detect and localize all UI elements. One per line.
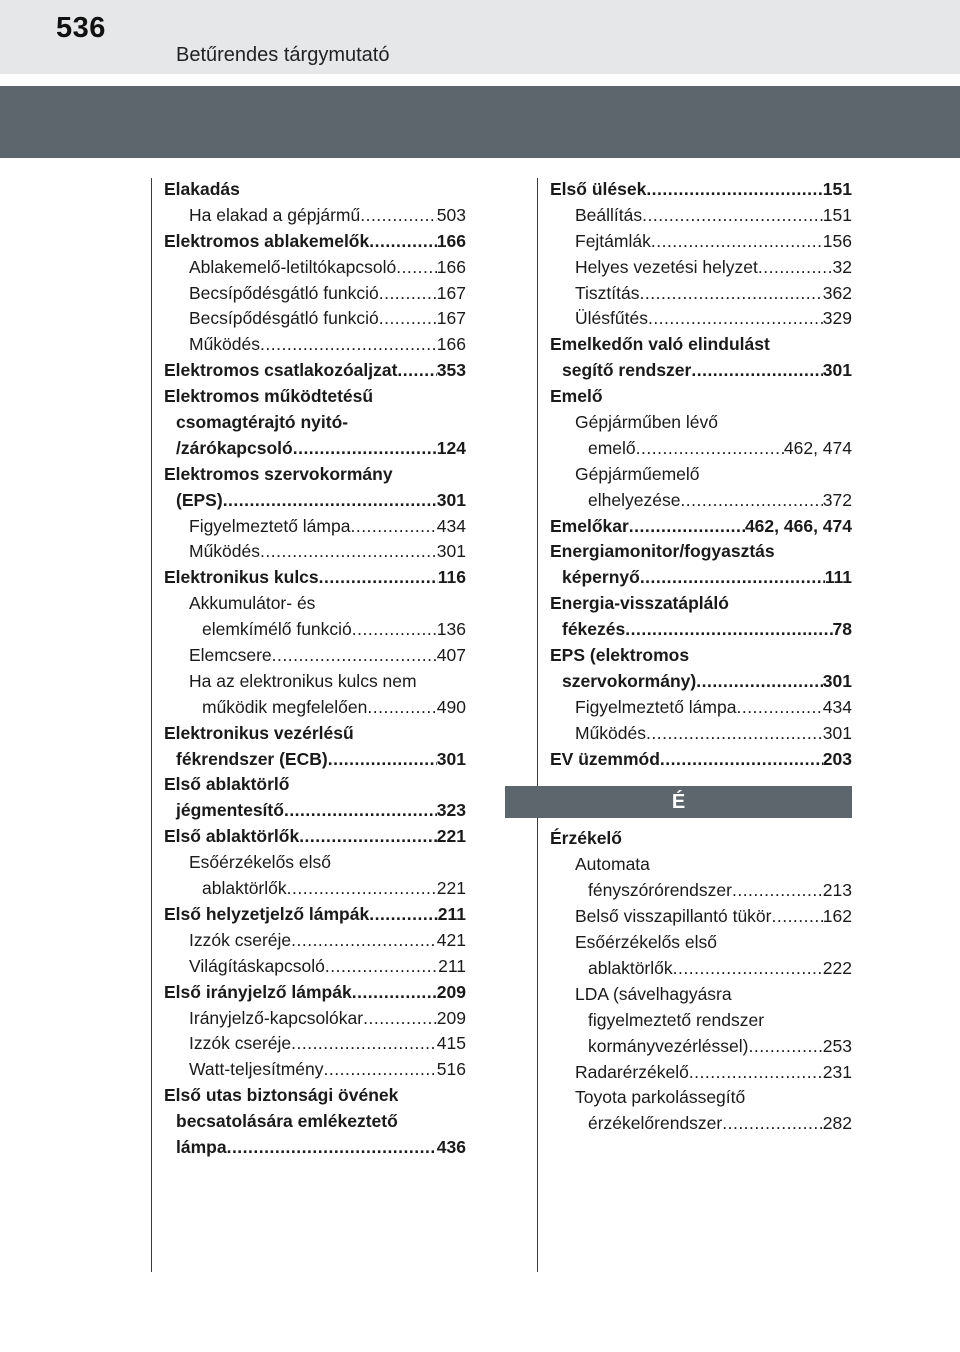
index-entry-page: 490 xyxy=(436,696,466,717)
index-entry-text: (EPS) xyxy=(176,489,223,510)
page-title: Betűrendes tárgymutató xyxy=(176,44,390,66)
leader-dots xyxy=(360,203,437,229)
index-entry xyxy=(164,902,466,928)
leader-dots xyxy=(291,1031,437,1057)
index-entry-page: 32 xyxy=(832,256,852,277)
index-entry-page: 436 xyxy=(436,1136,466,1157)
index-entry-text: csomagtérajtó nyitó- xyxy=(176,412,349,433)
index-entry-page: 162 xyxy=(822,906,852,927)
index-entry-page: 167 xyxy=(436,282,466,303)
index-entry xyxy=(550,229,852,255)
leader-dots xyxy=(379,281,437,307)
index-entry xyxy=(164,203,466,229)
index-entry-text: elhelyezése xyxy=(588,489,681,510)
index-column-2 xyxy=(550,177,852,1137)
index-entry-text: becsatolására emlékeztető xyxy=(176,1111,398,1132)
leader-dots xyxy=(642,203,823,229)
index-entry xyxy=(164,539,466,565)
index-entry xyxy=(550,332,852,358)
index-entry-text: Radarérzékelő xyxy=(575,1061,689,1082)
index-entry xyxy=(164,721,466,747)
header-bar xyxy=(0,0,960,74)
index-entry-text: Emelő xyxy=(550,386,603,407)
index-entry-text: Működés xyxy=(189,541,261,562)
page-number: 536 xyxy=(56,12,106,44)
leader-dots xyxy=(363,1006,437,1032)
index-entry-page: 222 xyxy=(822,957,852,978)
leader-dots xyxy=(352,617,437,643)
index-entry xyxy=(164,384,466,410)
index-entry xyxy=(550,1060,852,1086)
index-entry-text: Helyes vezetési helyzet xyxy=(575,256,758,277)
index-entry xyxy=(164,617,466,643)
header-band xyxy=(0,86,960,158)
index-entry xyxy=(164,772,466,798)
index-entry-text: Tisztítás xyxy=(575,282,640,303)
leader-dots xyxy=(625,617,832,643)
index-entry-page: 221 xyxy=(436,826,466,847)
leader-dots xyxy=(223,488,437,514)
index-entry-page: 323 xyxy=(436,800,466,821)
index-entry-text: fényszórórendszer xyxy=(588,880,732,901)
index-entry xyxy=(550,462,852,488)
leader-dots xyxy=(287,876,437,902)
index-entry xyxy=(550,747,852,773)
index-entry xyxy=(164,488,466,514)
index-entry-text: jégmentesítő xyxy=(176,800,284,821)
index-entry-text: Emelőkar xyxy=(550,515,629,536)
index-entry xyxy=(164,1057,466,1083)
index-entry-text: Első utas biztonsági övének xyxy=(164,1085,399,1106)
index-entry-page: 301 xyxy=(822,360,852,381)
index-entry-page: 209 xyxy=(436,1007,466,1028)
leader-dots xyxy=(648,306,823,332)
index-entry xyxy=(164,798,466,824)
leader-dots xyxy=(260,539,437,565)
index-entry xyxy=(164,565,466,591)
index-entry xyxy=(550,591,852,617)
index-entry-text: /zárókapcsoló xyxy=(176,437,293,458)
index-entry-text: EV üzemmód xyxy=(550,748,660,769)
index-entry-page: 372 xyxy=(822,489,852,510)
section-letter-band: É xyxy=(505,786,852,818)
leader-dots xyxy=(673,956,823,982)
index-entry-page: 462, 466, 474 xyxy=(744,515,852,536)
index-entry-page: 434 xyxy=(436,515,466,536)
index-entry-page: 421 xyxy=(436,929,466,950)
index-entry-text: Elektromos csatlakozóaljzat xyxy=(164,360,398,381)
index-entry-text: Működés xyxy=(189,334,261,355)
index-entry-text: Becsípődésgátló funkció xyxy=(189,282,379,303)
leader-dots xyxy=(350,514,436,540)
index-entry-text: Első irányjelző lámpák xyxy=(164,981,352,1002)
index-entry-page: 301 xyxy=(436,489,466,510)
leader-dots xyxy=(771,904,822,930)
leader-dots xyxy=(319,565,438,591)
index-entry xyxy=(164,1006,466,1032)
index-entry-page: 156 xyxy=(822,230,852,251)
index-entry xyxy=(164,980,466,1006)
index-entry xyxy=(550,721,852,747)
index-entry xyxy=(550,1111,852,1137)
column-divider-middle xyxy=(537,178,538,1272)
index-entry-page: 166 xyxy=(436,256,466,277)
index-entry-text: Elektromos működtetésű xyxy=(164,386,374,407)
index-entry-text: Gépjárműemelő xyxy=(575,463,700,484)
index-entry-page: 282 xyxy=(822,1113,852,1134)
index-entry-text: fékrendszer (ECB) xyxy=(176,748,328,769)
index-entry-page: 166 xyxy=(436,334,466,355)
index-entry xyxy=(164,669,466,695)
leader-dots xyxy=(367,695,436,721)
index-entry-text: Energiamonitor/fogyasztás xyxy=(550,541,775,562)
index-entry-page: 167 xyxy=(436,308,466,329)
index-entry-page: 301 xyxy=(436,748,466,769)
index-entry xyxy=(164,410,466,436)
leader-dots xyxy=(272,643,437,669)
index-entry-page: 111 xyxy=(824,567,852,588)
index-entry-text: Első ablaktörlők xyxy=(164,826,300,847)
index-entry xyxy=(164,1031,466,1057)
leader-dots xyxy=(284,798,437,824)
index-entry xyxy=(550,539,852,565)
index-entry-page: 203 xyxy=(822,748,852,769)
index-entry-text: Emelkedőn való elindulást xyxy=(550,334,770,355)
index-entry xyxy=(164,281,466,307)
index-entry xyxy=(550,904,852,930)
leader-dots xyxy=(325,954,438,980)
index-entry-text: Ülésfűtés xyxy=(575,308,648,329)
index-entry-page: 503 xyxy=(436,204,466,225)
index-entry xyxy=(164,332,466,358)
index-entry-text: Belső visszapillantó tükör xyxy=(575,906,772,927)
index-entry xyxy=(550,384,852,410)
index-entry xyxy=(164,177,466,203)
leader-dots xyxy=(691,358,822,384)
index-entry xyxy=(164,1135,466,1161)
index-entry xyxy=(550,1008,852,1034)
index-entry-text: Elektronikus vezérlésű xyxy=(164,722,354,743)
index-entry-page: 209 xyxy=(436,981,466,1002)
index-entry xyxy=(164,695,466,721)
index-entry xyxy=(164,876,466,902)
index-entry-text: EPS (elektromos xyxy=(550,645,690,666)
index-entry xyxy=(164,591,466,617)
leader-dots xyxy=(227,1135,437,1161)
index-entry xyxy=(550,1085,852,1111)
index-entry-text: Figyelmeztető lámpa xyxy=(189,515,351,536)
index-entry-text: Figyelmeztető lámpa xyxy=(575,696,737,717)
index-entry-text: ablaktörlők xyxy=(588,957,673,978)
index-entry-text: elemkímélő funkció xyxy=(202,619,352,640)
index-entry-text: képernyő xyxy=(562,567,640,588)
leader-dots xyxy=(299,824,437,850)
index-entry xyxy=(550,514,852,540)
index-entry xyxy=(164,643,466,669)
leader-dots xyxy=(758,255,833,281)
index-entry-page: 116 xyxy=(437,567,466,588)
index-entry-page: 462, 474 xyxy=(783,437,852,458)
index-entry xyxy=(164,436,466,462)
index-entry-text: Gépjárműben lévő xyxy=(575,412,718,433)
leader-dots xyxy=(680,488,822,514)
leader-dots xyxy=(369,229,437,255)
leader-dots xyxy=(397,358,436,384)
leader-dots xyxy=(328,747,437,773)
index-entry-text: Világításkapcsoló xyxy=(189,955,325,976)
index-entry-page: 124 xyxy=(436,437,466,458)
index-entry-page: 166 xyxy=(436,230,466,251)
index-entry-text: lámpa xyxy=(176,1136,227,1157)
index-entry xyxy=(164,850,466,876)
leader-dots xyxy=(689,1060,823,1086)
index-entry xyxy=(550,982,852,1008)
leader-dots xyxy=(651,229,823,255)
index-entry xyxy=(550,930,852,956)
index-entry-text: Elektromos ablakemelők xyxy=(164,230,370,251)
index-entry-page: 434 xyxy=(822,696,852,717)
index-entry-text: Működés xyxy=(575,722,647,743)
leader-dots xyxy=(324,1057,437,1083)
index-entry xyxy=(550,436,852,462)
index-entry xyxy=(164,1109,466,1135)
index-entry-text: figyelmeztető rendszer xyxy=(588,1009,765,1030)
index-column-1 xyxy=(164,177,466,1161)
index-entry-text: Elektronikus kulcs xyxy=(164,567,319,588)
leader-dots xyxy=(396,255,437,281)
index-entry-text: Ha az elektronikus kulcs nem xyxy=(189,670,417,691)
index-entry-text: Energia-visszatápláló xyxy=(550,593,729,614)
index-entry-text: LDA (sávelhagyásra xyxy=(575,983,732,1004)
index-entry xyxy=(550,306,852,332)
index-entry xyxy=(550,281,852,307)
index-entry-text: Automata xyxy=(575,854,650,875)
index-entry xyxy=(550,826,852,852)
index-entry-text: ablaktörlők xyxy=(202,878,287,899)
index-entry-text: Ablakemelő-letiltókapcsoló xyxy=(189,256,397,277)
index-entry-page: 231 xyxy=(822,1061,852,1082)
index-entry xyxy=(550,669,852,695)
leader-dots xyxy=(748,1034,822,1060)
index-entry xyxy=(550,358,852,384)
index-entry-page: 415 xyxy=(436,1033,466,1054)
index-entry xyxy=(550,203,852,229)
leader-dots xyxy=(646,721,823,747)
index-entry-text: Esőérzékelős első xyxy=(575,932,718,953)
index-entry xyxy=(550,878,852,904)
index-entry-text: működik megfelelően xyxy=(202,696,368,717)
index-entry xyxy=(164,229,466,255)
leader-dots xyxy=(736,695,822,721)
index-entry-text: Első ablaktörlő xyxy=(164,774,290,795)
index-entry-text: kormányvezérléssel) xyxy=(588,1035,749,1056)
index-entry-page: 213 xyxy=(822,880,852,901)
index-entry-text: Elemcsere xyxy=(189,645,272,666)
index-entry-text: Watt-teljesítmény xyxy=(189,1059,324,1080)
index-entry-page: 253 xyxy=(822,1035,852,1056)
index-entry-text: Első helyzetjelző lámpák xyxy=(164,903,370,924)
leader-dots xyxy=(732,878,823,904)
leader-dots xyxy=(722,1111,823,1137)
index-entry xyxy=(550,177,852,203)
index-entry-text: Izzók cseréje xyxy=(189,929,292,950)
leader-dots xyxy=(660,747,823,773)
index-entry xyxy=(164,824,466,850)
index-entry-page: 151 xyxy=(822,179,852,199)
leader-dots xyxy=(291,928,437,954)
index-entry-page: 329 xyxy=(822,308,852,329)
index-entry-page: 353 xyxy=(436,360,466,381)
index-column-2-top xyxy=(550,177,852,772)
index-entry-text: Érzékelő xyxy=(550,828,622,849)
leader-dots xyxy=(260,332,437,358)
leader-dots xyxy=(646,177,822,203)
index-entry xyxy=(550,410,852,436)
leader-dots xyxy=(640,565,825,591)
index-entry-text: Ha elakad a gépjármű xyxy=(189,204,361,225)
index-entry-page: 221 xyxy=(436,878,466,899)
index-entry-page: 78 xyxy=(832,619,852,640)
index-entry xyxy=(164,1083,466,1109)
index-entry xyxy=(164,928,466,954)
index-entry xyxy=(550,852,852,878)
index-entry xyxy=(550,695,852,721)
index-entry xyxy=(550,565,852,591)
index-entry-text: Elakadás xyxy=(164,179,240,199)
index-entry xyxy=(550,255,852,281)
index-entry-text: emelő xyxy=(588,437,636,458)
index-entry xyxy=(164,462,466,488)
index-entry xyxy=(164,358,466,384)
index-entry-page: 151 xyxy=(822,204,852,225)
leader-dots xyxy=(696,669,823,695)
index-entry-text: Becsípődésgátló funkció xyxy=(189,308,379,329)
index-entry xyxy=(164,255,466,281)
column-divider-left xyxy=(151,178,152,1272)
index-entry xyxy=(550,617,852,643)
index-entry-text: Akkumulátor- és xyxy=(189,593,316,614)
index-entry-text: segítő rendszer xyxy=(562,360,692,381)
index-entry-page: 211 xyxy=(437,903,466,924)
index-entry xyxy=(550,643,852,669)
leader-dots xyxy=(352,980,437,1006)
index-entry-page: 516 xyxy=(436,1059,466,1080)
index-entry-page: 301 xyxy=(822,722,852,743)
index-column-2-bottom xyxy=(550,826,852,1137)
index-entry-text: Toyota parkolássegítő xyxy=(575,1087,746,1108)
index-entry xyxy=(550,956,852,982)
index-entry-page: 301 xyxy=(822,670,852,691)
leader-dots xyxy=(293,436,437,462)
index-entry-text: Első ülések xyxy=(550,179,647,199)
index-entry xyxy=(550,1034,852,1060)
index-entry-text: Beállítás xyxy=(575,204,643,225)
index-entry-text: Irányjelző-kapcsolókar xyxy=(189,1007,364,1028)
leader-dots xyxy=(369,902,438,928)
index-entry xyxy=(164,514,466,540)
index-entry-page: 407 xyxy=(436,645,466,666)
index-entry xyxy=(164,954,466,980)
leader-dots xyxy=(640,281,823,307)
index-entry-text: Fejtámlák xyxy=(575,230,651,251)
index-entry-text: érzékelőrendszer xyxy=(588,1113,723,1134)
index-entry xyxy=(550,488,852,514)
leader-dots xyxy=(379,306,437,332)
leader-dots xyxy=(636,436,784,462)
index-entry-text: szervokormány) xyxy=(562,670,697,691)
index-entry xyxy=(164,747,466,773)
index-entry-text: fékezés xyxy=(562,619,626,640)
index-entry-text: Elektromos szervokormány xyxy=(164,463,393,484)
index-entry xyxy=(164,306,466,332)
index-entry-page: 211 xyxy=(438,955,466,976)
index-entry-page: 136 xyxy=(436,619,466,640)
index-entry-text: Izzók cseréje xyxy=(189,1033,292,1054)
index-entry-page: 301 xyxy=(436,541,466,562)
leader-dots xyxy=(629,514,745,540)
index-entry-page: 362 xyxy=(822,282,852,303)
index-entry-text: Esőérzékelős első xyxy=(189,852,332,873)
